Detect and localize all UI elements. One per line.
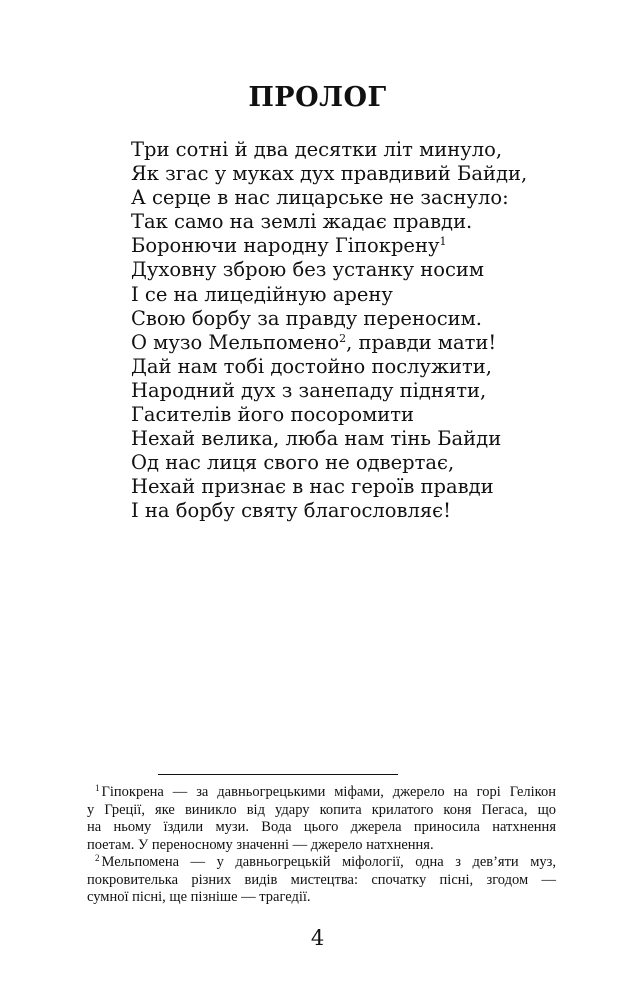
footnote-line: покровителька різних видів мистецтва: спочатку пісні, згодом — [87, 871, 556, 888]
poem-line: А серце в нас лицарське не заснуло: [131, 186, 509, 210]
poem-line: І се на лицедійную арену [131, 282, 393, 306]
poem-line: Народний дух з занепаду підняти, [131, 378, 487, 402]
page-title: ПРОЛОГ [248, 82, 387, 113]
poem-line: Од нас лиця свого не одвертає, [131, 451, 455, 475]
poem-line: Свою борбу за правду переносим. [131, 306, 482, 330]
footnote-2 [79, 854, 556, 907]
footnote-line: сумної пісні, ще пізніше — трагедії. [87, 889, 311, 905]
footnote-line: поетам. У переносному значенні — джерело натхнення. [87, 836, 434, 853]
poem-line: Дай нам тобі достойно послужити, [131, 354, 492, 378]
poem-line: Духовну зброю без устанку носим [131, 258, 485, 282]
poem-line: Три сотні й два десятки літ минуло, [131, 138, 503, 161]
footnote-line: на ньому їздили музи. Вода цього джерела приносила натхнення [87, 819, 556, 835]
footnote-reference: 1 [439, 235, 447, 249]
poem-line: Нехай признає в нас героїв правди [131, 475, 494, 499]
poem-line: Як згас у муках дух правдивий Байди, [131, 162, 528, 186]
poem-line: Гасителів його посоромити [131, 403, 415, 427]
poem-line: І на борбу святу благословляє! [131, 499, 451, 523]
poem [131, 138, 527, 524]
footnote-1 [79, 784, 556, 854]
footnote-line: у Греції, яке виникло від удару копита крилатого коня Пегаса, що [87, 801, 556, 818]
poem-line: Боронючи народну Гіпокрену$^1$ [131, 234, 447, 258]
footnote-mark: 2 [95, 853, 100, 863]
page-number: 4 [310, 926, 325, 950]
poem-line: Так само на землі жадає правди. [131, 210, 473, 234]
footnotes [79, 784, 556, 907]
poem-line: Нехай велика, люба нам тінь Байди [131, 427, 502, 451]
poem-line: О музо Мельпомено$^2$, правди мати! [131, 330, 497, 354]
footnote-line: $^2$ Мельпомена — у давньогрецькій міфології, одна з дев’яти муз, [95, 853, 556, 870]
footnote-divider [158, 774, 398, 775]
footnote-line: $^1$ Гіпокрена — за давньогрецькими міфами, джерело на горі Гелікон [95, 783, 556, 800]
footnote-reference: 2 [339, 331, 347, 345]
footnote-mark: 1 [95, 783, 100, 793]
